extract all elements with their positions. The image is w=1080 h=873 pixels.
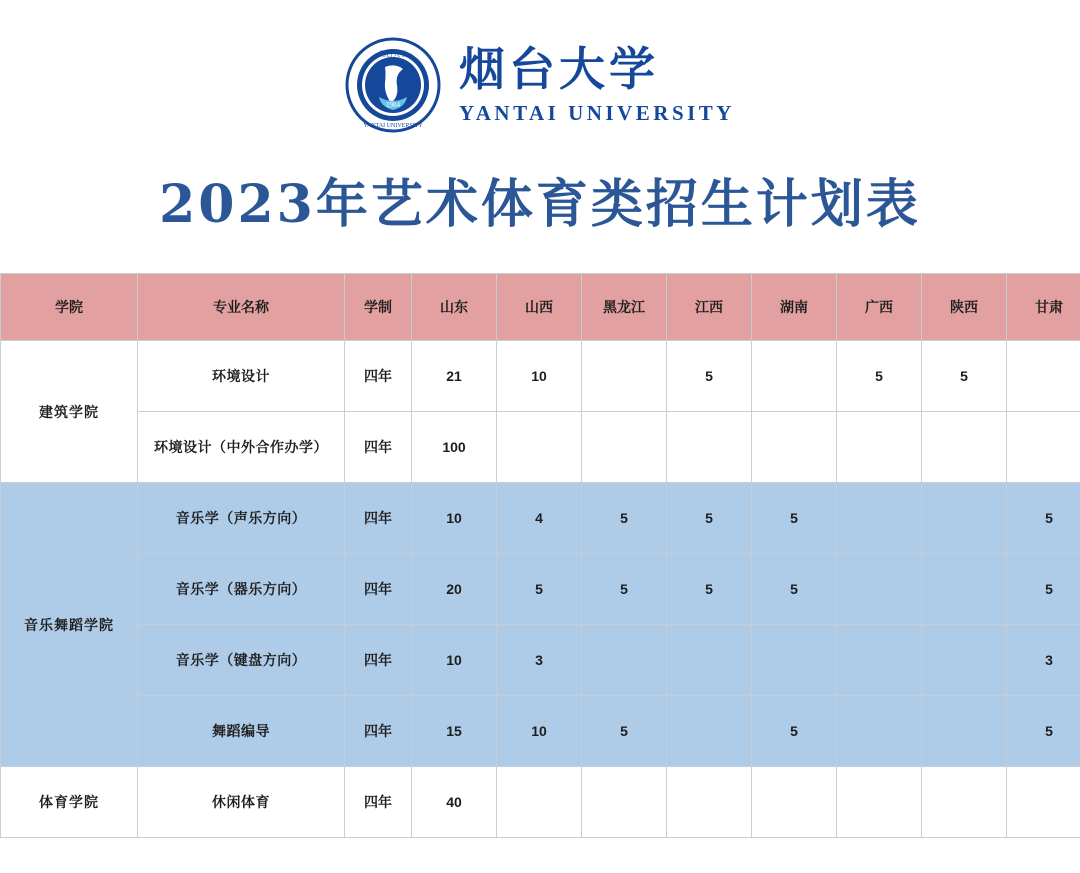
cell-quota: 5 xyxy=(1007,696,1080,767)
cell-quota xyxy=(837,483,922,554)
university-wordmark xyxy=(459,44,735,126)
cell-quota xyxy=(667,767,752,838)
cell-department: 音乐舞蹈学院 xyxy=(1,483,138,767)
cell-quota xyxy=(837,696,922,767)
cell-quota xyxy=(752,412,837,483)
cell-quota: 4 xyxy=(497,483,582,554)
cell-quota: 5 xyxy=(667,483,752,554)
cell-department: 建筑学院 xyxy=(1,341,138,483)
cell-quota: 5 xyxy=(922,341,1007,412)
table-row xyxy=(1,767,1080,838)
cell-quota xyxy=(1007,767,1080,838)
university-header xyxy=(0,0,1080,129)
cell-quota: 5 xyxy=(497,554,582,625)
wordmark-chinese: 烟台大学 xyxy=(459,42,659,97)
column-header-dept: 学院 xyxy=(1,274,138,341)
cell-quota: 5 xyxy=(1007,554,1080,625)
table-row xyxy=(1,412,1080,483)
column-header-major: 专业名称 xyxy=(138,274,345,341)
table-body xyxy=(1,341,1080,838)
cell-length: 四年 xyxy=(345,554,412,625)
cell-quota xyxy=(752,341,837,412)
cell-major: 舞蹈编导 xyxy=(138,696,345,767)
cell-quota xyxy=(582,767,667,838)
yantai-university-crest-icon xyxy=(345,37,441,133)
cell-quota xyxy=(922,625,1007,696)
cell-quota: 40 xyxy=(412,767,497,838)
cell-quota xyxy=(582,341,667,412)
cell-quota xyxy=(837,554,922,625)
cell-quota: 5 xyxy=(837,341,922,412)
cell-quota xyxy=(1007,341,1080,412)
cell-quota: 10 xyxy=(412,625,497,696)
cell-quota xyxy=(752,767,837,838)
cell-quota: 5 xyxy=(582,554,667,625)
cell-quota xyxy=(922,483,1007,554)
cell-quota: 5 xyxy=(752,554,837,625)
column-header-heilongjiang: 黑龙江 xyxy=(582,274,667,341)
cell-quota: 3 xyxy=(497,625,582,696)
cell-quota: 10 xyxy=(497,696,582,767)
svg-text:1984: 1984 xyxy=(386,101,400,109)
cell-quota: 10 xyxy=(412,483,497,554)
table-row xyxy=(1,625,1080,696)
column-header-length: 学制 xyxy=(345,274,412,341)
table-row xyxy=(1,696,1080,767)
cell-quota xyxy=(837,625,922,696)
cell-quota: 21 xyxy=(412,341,497,412)
cell-quota: 5 xyxy=(752,696,837,767)
svg-text:烟台大学: 烟台大学 xyxy=(379,50,407,58)
cell-quota xyxy=(582,412,667,483)
cell-quota xyxy=(667,696,752,767)
table-row xyxy=(1,341,1080,412)
cell-quota xyxy=(667,625,752,696)
table-row xyxy=(1,554,1080,625)
cell-quota xyxy=(922,767,1007,838)
cell-length: 四年 xyxy=(345,767,412,838)
column-header-guangxi: 广西 xyxy=(837,274,922,341)
cell-quota: 5 xyxy=(667,554,752,625)
column-header-shandong: 山东 xyxy=(412,274,497,341)
cell-quota: 15 xyxy=(412,696,497,767)
table-header xyxy=(1,274,1080,341)
cell-quota xyxy=(497,767,582,838)
column-header-shaanxi: 陕西 xyxy=(922,274,1007,341)
cell-quota: 5 xyxy=(752,483,837,554)
cell-quota: 5 xyxy=(667,341,752,412)
cell-quota xyxy=(922,554,1007,625)
column-header-jiangxi: 江西 xyxy=(667,274,752,341)
cell-length: 四年 xyxy=(345,412,412,483)
column-header-hunan: 湖南 xyxy=(752,274,837,341)
cell-quota xyxy=(922,696,1007,767)
cell-department: 体育学院 xyxy=(1,767,138,838)
cell-length: 四年 xyxy=(345,483,412,554)
cell-major: 音乐学（器乐方向） xyxy=(138,554,345,625)
cell-major: 休闲体育 xyxy=(138,767,345,838)
svg-text:YANTAI UNIVERSITY: YANTAI UNIVERSITY xyxy=(363,123,423,129)
cell-quota: 5 xyxy=(582,483,667,554)
cell-quota: 20 xyxy=(412,554,497,625)
admission-plan-table xyxy=(0,273,1080,838)
cell-quota xyxy=(497,412,582,483)
cell-quota: 10 xyxy=(497,341,582,412)
cell-quota: 5 xyxy=(1007,483,1080,554)
cell-length: 四年 xyxy=(345,696,412,767)
cell-quota xyxy=(667,412,752,483)
cell-quota: 5 xyxy=(582,696,667,767)
cell-quota xyxy=(922,412,1007,483)
cell-quota xyxy=(1007,412,1080,483)
wordmark-english: YANTAI UNIVERSITY xyxy=(459,100,735,125)
plan-table-container xyxy=(0,273,1080,838)
cell-major: 环境设计（中外合作办学） xyxy=(138,412,345,483)
cell-major: 环境设计 xyxy=(138,341,345,412)
column-header-gansu: 甘肃 xyxy=(1007,274,1080,341)
column-header-shanxi: 山西 xyxy=(497,274,582,341)
page-title: 2023年艺术体育类招生计划表 xyxy=(159,174,921,235)
cell-quota: 100 xyxy=(412,412,497,483)
cell-quota xyxy=(582,625,667,696)
table-row xyxy=(1,483,1080,554)
cell-major: 音乐学（键盘方向） xyxy=(138,625,345,696)
cell-quota xyxy=(837,412,922,483)
cell-quota xyxy=(837,767,922,838)
table-header-row xyxy=(1,274,1080,341)
cell-length: 四年 xyxy=(345,625,412,696)
cell-major: 音乐学（声乐方向） xyxy=(138,483,345,554)
cell-length: 四年 xyxy=(345,341,412,412)
cell-quota: 3 xyxy=(1007,625,1080,696)
cell-quota xyxy=(752,625,837,696)
